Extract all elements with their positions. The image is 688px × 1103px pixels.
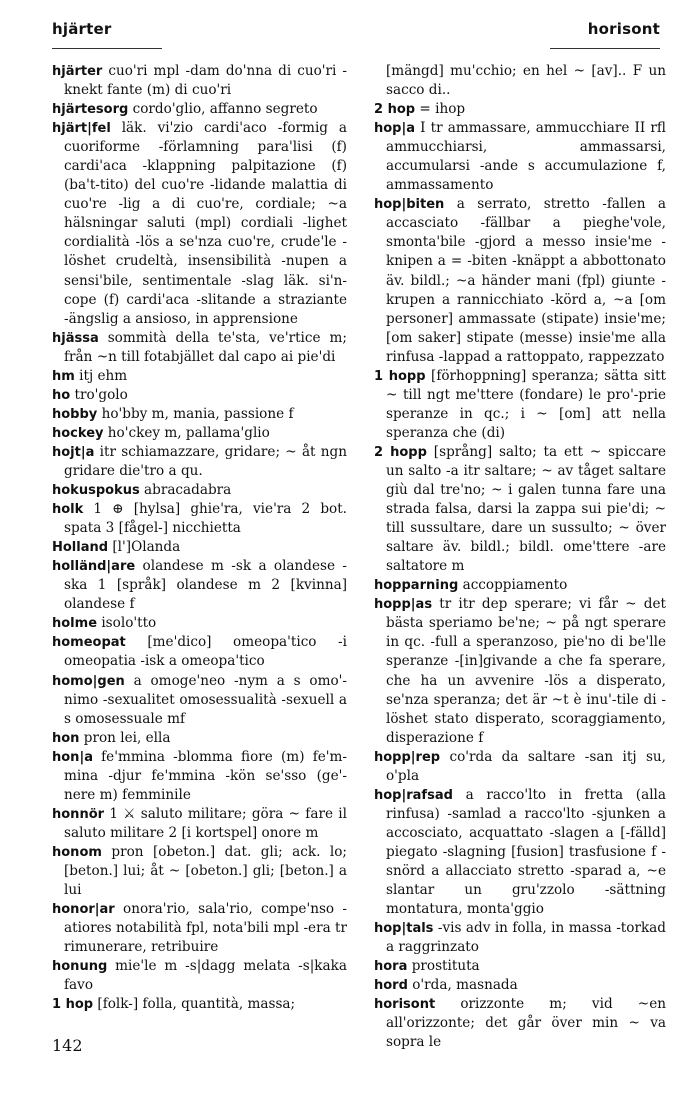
- entry-definition: ho'ckey m, pallama'glio: [103, 424, 270, 441]
- entry-definition: sommità della te'sta, ve'rtice m; från ~n till fotabjället dal capo ai pie'di: [64, 329, 347, 365]
- dictionary-entry: [374, 100, 666, 119]
- entry-definition: = ihop: [415, 101, 466, 118]
- entry-definition: itj ehm: [74, 367, 128, 384]
- entry-definition: cordo'glio, affanno segreto: [128, 101, 318, 118]
- dictionary-entry: [374, 119, 666, 195]
- entry-definition: ho'bby m, mania, passione f: [97, 405, 294, 422]
- dictionary-entry: [52, 481, 347, 500]
- entry-definition: fe'mmina -blomma fiore (m) fe'm-mina -djur fe'mmina -kön se'sso (ge'-nere m) femminile: [64, 748, 347, 803]
- running-head-left: hjärter: [52, 20, 112, 38]
- dictionary-entry: [52, 119, 347, 329]
- entry-headword: hjässa: [52, 330, 99, 346]
- entry-definition: o'rda, masnada: [407, 977, 518, 994]
- entry-definition: orizzonte m; vid ~en all'orizzonte; det går över min ~ va sopra le: [386, 996, 666, 1051]
- dictionary-entry: [52, 995, 347, 1014]
- entry-definition: accoppiamento: [458, 577, 568, 594]
- dictionary-entry: [52, 405, 347, 424]
- entry-headword: holme: [52, 616, 98, 632]
- entry-definition: isolo'tto: [97, 615, 157, 632]
- header-rule-left: [52, 48, 162, 49]
- dictionary-entry: [52, 805, 347, 843]
- entry-headword: hop|a: [374, 121, 416, 137]
- dictionary-entry: [374, 367, 666, 443]
- dictionary-entry: [374, 957, 666, 976]
- entry-definition: 1 ⚔ saluto militare; göra ~ fare il saluto militare 2 [i kortspel] onore m: [64, 805, 347, 841]
- dictionary-entry: [374, 443, 666, 576]
- entry-definition: co'rda da saltare -san itj su, o'pla: [386, 748, 666, 784]
- entry-headword: hop|rafsad: [374, 787, 453, 803]
- entry-definition: onora'rio, sala'rio, compe'nso -atiores notabilità fpl, nota'bili mpl -era tr rimunerare, retribuire: [64, 901, 347, 956]
- entry-definition: tro'golo: [70, 386, 128, 403]
- dictionary-entry: [374, 995, 666, 1052]
- entry-headword: homo|gen: [52, 673, 125, 689]
- entry-headword: holk: [52, 502, 84, 518]
- dictionary-entry: [374, 748, 666, 786]
- entry-headword: hjärt|fel: [52, 121, 111, 137]
- entry-headword: hokuspokus: [52, 483, 140, 499]
- entry-definition: olandese m -sk a olandese -ska 1 [språk] olandese m 2 [kvinna] olandese f: [64, 558, 347, 613]
- dictionary-entry: [52, 424, 347, 443]
- entry-headword: horisont: [374, 997, 436, 1013]
- entry-headword: hon: [52, 730, 80, 746]
- entry-definition: [mängd] mu'cchio; en hel ~ [av].. F un sacco di..: [386, 63, 666, 99]
- entry-definition: pron lei, ella: [79, 729, 171, 746]
- entry-headword: hobby: [52, 406, 98, 422]
- entry-headword: holländ|are: [52, 559, 136, 575]
- left-column: [52, 62, 347, 1014]
- entry-headword: 1 hop: [52, 997, 94, 1013]
- dictionary-entry: [52, 843, 347, 900]
- entry-definition: [språng] salto; ta ett ~ spiccare un salto -a itr saltare; ~ av tåget saltare giù dal tre'no; ~ i galen tunna fare una strada falsa, darsi la zappa sui pie'di; ~ till sussultare, dare un sussulto; ~ över saltare äv. bildl.; bildl. ome'ttere -are saltatore m: [386, 443, 666, 575]
- entry-headword: 2 hop: [374, 102, 416, 118]
- entry-definition: abracadabra: [139, 482, 232, 499]
- dictionary-entry: [52, 557, 347, 614]
- dictionary-entry: [52, 614, 347, 633]
- entry-headword: Holland: [52, 540, 109, 556]
- entry-headword: honor|ar: [52, 902, 115, 918]
- entry-headword: 2 hopp: [374, 444, 427, 460]
- entry-headword: hockey: [52, 425, 104, 441]
- dictionary-entry: [52, 748, 347, 805]
- dictionary-entry: [52, 672, 347, 729]
- entry-definition: mie'le m -s|dagg melata -s|kaka favo: [64, 958, 347, 994]
- entry-headword: hon|a: [52, 749, 93, 765]
- dictionary-entry: [52, 100, 347, 119]
- dictionary-entry: [52, 900, 347, 957]
- entry-definition: -vis adv in folla, in massa -torkad a raggrinzato: [386, 920, 666, 956]
- entry-headword: honung: [52, 959, 108, 975]
- running-head-right: horisont: [587, 20, 660, 38]
- entry-headword: 1 hopp: [374, 368, 426, 384]
- dictionary-entry: [374, 976, 666, 995]
- entry-headword: hjärter: [52, 64, 103, 79]
- dictionary-entry: [52, 367, 347, 386]
- entry-definition: a racco'lto in fretta (alla rinfusa) -samlad a racco'lto -sjunken a accosciato, acquattato -slagen a [-fälld] piegato -slagning [fusion] trasfusione f -snörd a allacciato stretto -sparad a, ~e slantar un gru'zzolo -sättning montatura, monta'ggio: [386, 786, 666, 918]
- dictionary-entry: [52, 500, 347, 538]
- entry-headword: hopp|as: [374, 597, 433, 613]
- dictionary-entry: [52, 729, 347, 748]
- entry-headword: hm: [52, 368, 75, 384]
- entry-definition: [folk-] folla, quantità, massa;: [93, 996, 296, 1013]
- entry-definition: a serrato, stretto -fallen a accasciato -fällbar a pieghe'vole, smonta'bile -gjord a messo insie'me -knipen a = -biten -knäppt a abbottonato äv. bildl.; ~a händer mani (fpl) giunte -krupen a rannicchiato -körd a, ~a [om personer] ammassate (stipate) insie'me; [om saker] stipate (messe) insie'me alla rinfusa -lappad a rattoppato, rappezzato: [386, 196, 666, 365]
- entry-definition: 1 ⊕ [hylsa] ghie'ra, vie'ra 2 bot. spata 3 [fågel-] nicchietta: [64, 501, 347, 537]
- entry-headword: honom: [52, 844, 102, 860]
- dictionary-entry: [52, 329, 347, 367]
- entry-headword: hjärtesorg: [52, 102, 129, 118]
- entry-definition: pron [obeton.] dat. gli; ack. lo; [beton.] lui; åt ~ [obeton.] gli; [beton.] a lui: [64, 843, 347, 899]
- right-column: [374, 62, 666, 1052]
- entry-headword: hopp|rep: [374, 749, 441, 765]
- entry-headword: hopparning: [374, 578, 459, 594]
- entry-headword: hora: [374, 959, 408, 975]
- entry-definition: prostituta: [407, 958, 480, 975]
- entry-headword: hord: [374, 978, 408, 994]
- entry-definition: tr itr dep sperare; vi får ~ det bästa speriamo be'ne; ~ på ngt sperare in qc. -full a speranzoso, pie'no di be'lle speranze -[in]givande a che fa sperare, che ha un avvenire -lös a disperato, se'nza speranza; det är ~t è inu'-tile di -löshet stato disperato, scoraggiamento, disperazione f: [386, 596, 666, 746]
- dictionary-entry: [52, 957, 347, 995]
- dictionary-entry: [374, 595, 666, 747]
- entry-definition: [me'dico] omeopa'tico -i omeopatia -isk a omeopa'tico: [64, 634, 347, 670]
- entry-definition: itr schiamazzare, gridare; ~ åt ngn gridare die'tro a qu.: [64, 443, 347, 479]
- dictionary-entry: [52, 443, 347, 481]
- entry-headword: hojt|a: [52, 444, 95, 460]
- dictionary-entry: [52, 62, 347, 100]
- entry-definition: [l']Olanda: [108, 539, 181, 556]
- header-rule-right: [550, 48, 660, 49]
- dictionary-entry: [52, 633, 347, 671]
- entry-definition: läk. vi'zio cardi'aco -formig a cuoriforme -förlamning para'lisi (f) cardi'aca -klappning palpitazione (f) (ba't-tito) del cuo're -lidande malattia di cuo're -lig a di cuo're, cordiale; ~a hälsningar saluti (mpl) cordiali -lighet cordialità -lös a se'nza cuo're, crude'le -löshet crudeltà, insensibilità -nupen a sensi'bile, sentimentale -slag läk. si'n-cope (f) cardi'aca -slitande a straziante -ängslig a ansioso, in apprensione: [64, 120, 347, 327]
- dictionary-entry: [374, 919, 666, 957]
- entry-definition: [förhoppning] speranza; sätta sitt ~ till ngt me'ttere (fondare) le pro'-prie speranze in qc.; i ~ [om] att nella speranza che (di): [386, 367, 667, 441]
- page-number: 142: [52, 1036, 83, 1055]
- entry-headword: honnör: [52, 806, 105, 822]
- entry-headword: hop|biten: [374, 197, 445, 213]
- dictionary-entry: [374, 576, 666, 595]
- dictionary-entry: [374, 195, 666, 366]
- dictionary-entry: [52, 538, 347, 557]
- entry-headword: ho: [52, 387, 71, 403]
- entry-definition: I tr ammassare, ammucchiare II rfl ammucchiarsi, ammassarsi, accumularsi -ande s accumulazione f, ammassamento: [386, 120, 666, 194]
- entry-headword: hop|tals: [374, 921, 434, 937]
- entry-headword: homeopat: [52, 635, 126, 651]
- entry-definition: cuo'ri mpl -dam do'nna di cuo'ri -knekt fante (m) di cuo'ri: [64, 63, 347, 99]
- entry-definition: a omoge'neo -nym a s omo'-nimo -sexualitet omosessualità -sexuell a s omosessuale mf: [64, 672, 347, 727]
- dictionary-entry: [374, 62, 666, 100]
- dictionary-entry: [52, 386, 347, 405]
- dictionary-entry: [374, 786, 666, 919]
